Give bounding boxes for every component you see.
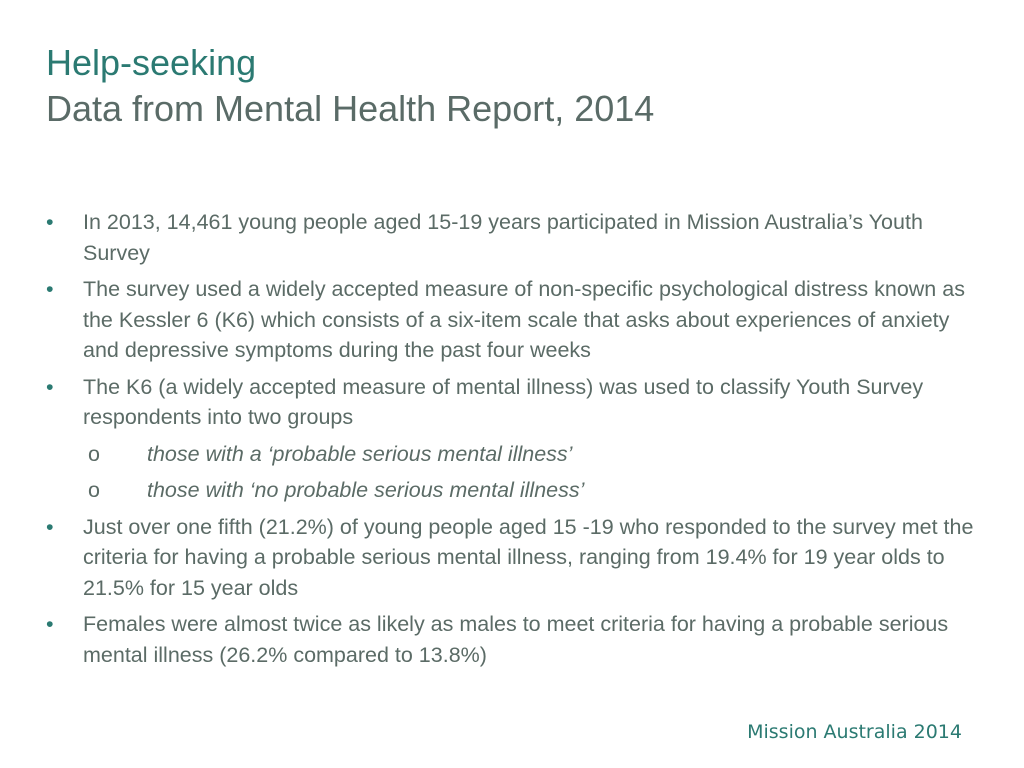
bullet-text: The survey used a widely accepted measure of non-specific psychological distress known as the Kessler 6 (K6) which consists of a six-item scale that asks about experiences of anxiety and depressive symptoms during the past four weeks xyxy=(83,277,965,362)
sub-bullet-item xyxy=(46,439,981,470)
slide-title: Help-seeking xyxy=(46,42,257,83)
slide-body xyxy=(46,207,981,676)
sub-bullet-text: those with a ‘probable serious mental illness’ xyxy=(147,441,573,466)
bullet-dot-icon: • xyxy=(46,210,54,234)
slide-subtitle: Data from Mental Health Report, 2014 xyxy=(46,88,655,129)
sub-bullet-circle-icon: o xyxy=(88,441,100,466)
bullet-item xyxy=(46,207,981,268)
bullet-item xyxy=(46,372,981,433)
sub-bullet-circle-icon: o xyxy=(88,478,100,502)
slide-title-block xyxy=(46,40,986,132)
sub-bullet-text: those with ‘no probable serious mental illness’ xyxy=(147,478,585,502)
bullet-text: Females were almost twice as likely as males to meet criteria for having a probable serious mental illness (26.2% compared to 13.8%) xyxy=(83,612,949,667)
slide-footer: Mission Australia 2014 xyxy=(747,721,962,743)
bullet-dot-icon: • xyxy=(46,612,54,636)
bullet-item xyxy=(46,512,981,604)
bullet-item xyxy=(46,274,981,366)
bullet-dot-icon: • xyxy=(46,374,54,399)
bullet-dot-icon: • xyxy=(46,514,54,539)
bullet-text: In 2013, 14,461 young people aged 15-19 years participated in Mission Australia’s Youth Survey xyxy=(83,210,923,265)
bullet-text: Just over one fifth (21.2%) of young people aged 15 -19 who responded to the survey met the criteria for having a probable serious mental illness, ranging from 19.4% for 19 year olds to 21.5% for 15 year olds xyxy=(83,514,974,600)
bullet-dot-icon: • xyxy=(46,277,54,301)
bullet-text: The K6 (a widely accepted measure of mental illness) was used to classify Youth Survey respondents into two groups xyxy=(83,374,924,429)
sub-bullet-item xyxy=(46,475,981,506)
bullet-item xyxy=(46,609,981,670)
